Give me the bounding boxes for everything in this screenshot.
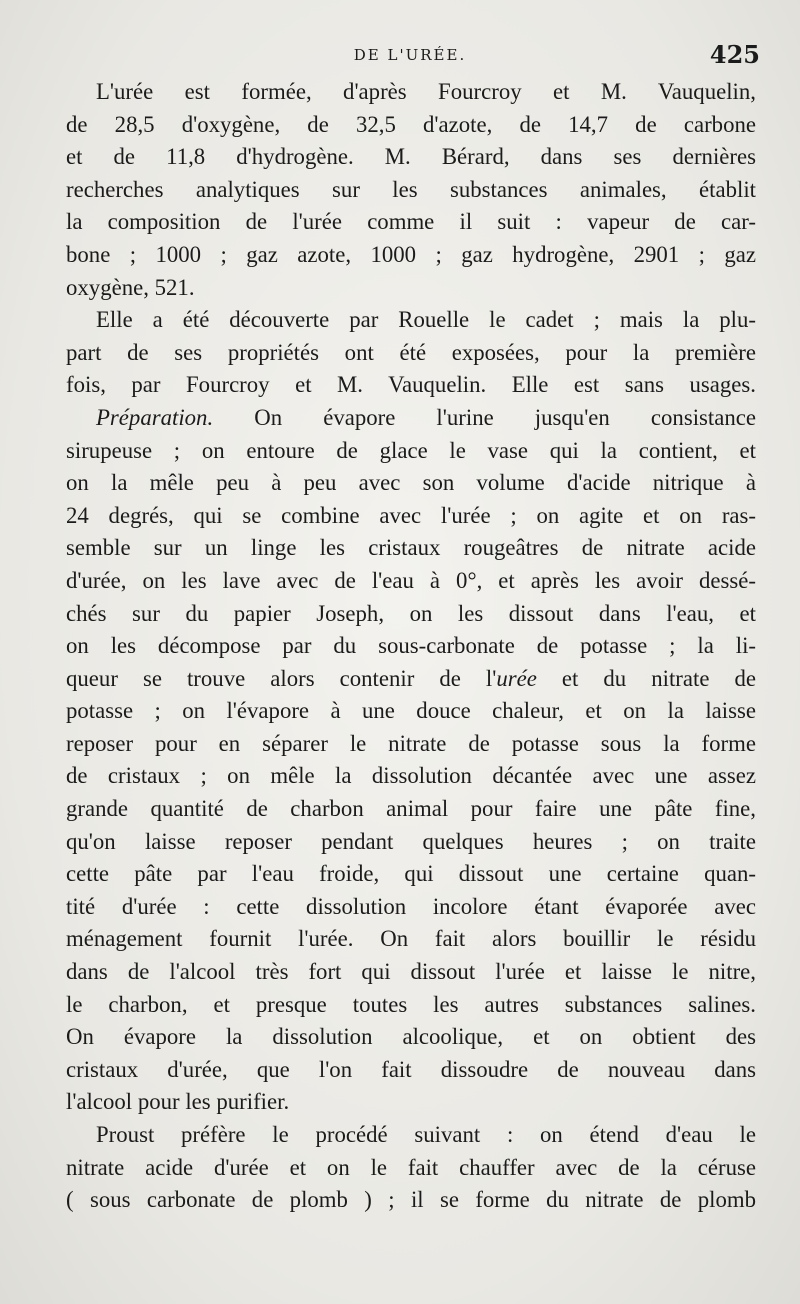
text-line: cristaux d'urée, que l'on fait dissoudre de nouveau dans	[66, 1056, 756, 1082]
text-line: part de ses propriétés ont été exposées, pour la première	[66, 339, 756, 365]
text-span: queur se trouve alors contenir de l'	[66, 665, 497, 691]
text-line: d'urée, on les lave avec de l'eau à 0°, et après les avoir dessé-	[66, 567, 756, 593]
text-line: on les décompose par du sous-carbonate de potasse ; la li-	[66, 633, 756, 659]
text-line: potasse ; on l'évapore à une douce chaleur, et on la laisse	[66, 698, 756, 724]
text-line: tité d'urée : cette dissolution incolore étant évaporée avec	[66, 893, 756, 919]
page-number: 425	[709, 40, 760, 69]
text-line: on la mêle peu à peu avec son volume d'acide nitrique à	[66, 470, 756, 496]
text-line: Proust préfère le procédé suivant : on étend d'eau le	[96, 1122, 756, 1147]
text-line: de cristaux ; on mêle la dissolution décantée avec une assez	[66, 763, 756, 789]
text-span: et du nitrate de	[536, 665, 756, 691]
running-head: DE L'URÉE.	[353, 46, 467, 64]
text-line: L'urée est formée, d'après Fourcroy et M. Vauquelin,	[96, 79, 756, 104]
text-line: le charbon, et presque toutes les autres substances salines.	[66, 991, 756, 1017]
text-line: sirupeuse ; on entoure de glace le vase qui la contient, et	[66, 437, 756, 463]
text-span: On évapore l'urine jusqu'en consistance	[213, 404, 756, 430]
text-line: bone ; 1000 ; gaz azote, 1000 ; gaz hydrogène, 2901 ; gaz	[66, 241, 756, 267]
text-line: nitrate acide d'urée et on le fait chauffer avec de la céruse	[66, 1154, 756, 1180]
text-line: de 28,5 d'oxygène, de 32,5 d'azote, de 14,7 de carbone	[66, 111, 756, 137]
text-line: ménagement fournit l'urée. On fait alors bouillir le résidu	[66, 926, 756, 952]
text-line: la composition de l'urée comme il suit : vapeur de car-	[66, 209, 756, 235]
text-line: semble sur un linge les cristaux rougeâtres de nitrate acide	[66, 535, 756, 561]
page-header	[60, 40, 760, 80]
text-line	[66, 663, 756, 696]
text-line: qu'on laisse reposer pendant quelques heures ; on traite	[66, 828, 756, 854]
text-line: 24 degrés, qui se combine avec l'urée ; on agite et on ras-	[66, 502, 756, 528]
text-line: reposer pour en séparer le nitrate de potasse sous la forme	[66, 730, 756, 756]
text-line: et de 11,8 d'hydrogène. M. Bérard, dans ses dernières	[66, 144, 756, 170]
text-line: recherches analytiques sur les substances animales, établit	[66, 176, 756, 202]
text-line: l'alcool pour les purifier.	[66, 1089, 290, 1115]
text-line: grande quantité de charbon animal pour faire une pâte fine,	[66, 796, 756, 822]
text-line: dans de l'alcool très fort qui dissout l'urée et laisse le nitre,	[66, 959, 756, 985]
page-body	[66, 76, 756, 1217]
text-line: fois, par Fourcroy et M. Vauquelin. Elle est sans usages.	[66, 372, 756, 398]
text-line: ( sous carbonate de plomb ) ; il se forme du nitrate de plomb	[66, 1187, 756, 1213]
text-line: Elle a été découverte par Rouelle le cadet ; mais la plu-	[96, 307, 756, 333]
emphasized-word: urée	[496, 665, 537, 691]
section-runin-heading: Préparation.	[96, 404, 214, 430]
text-line	[66, 402, 756, 435]
text-line: oxygène, 521.	[66, 274, 195, 300]
text-line: cette pâte par l'eau froide, qui dissout une certaine quan-	[66, 861, 756, 887]
text-line: On évapore la dissolution alcoolique, et on obtient des	[66, 1024, 756, 1050]
text-line: chés sur du papier Joseph, on les dissout dans l'eau, et	[66, 600, 756, 626]
